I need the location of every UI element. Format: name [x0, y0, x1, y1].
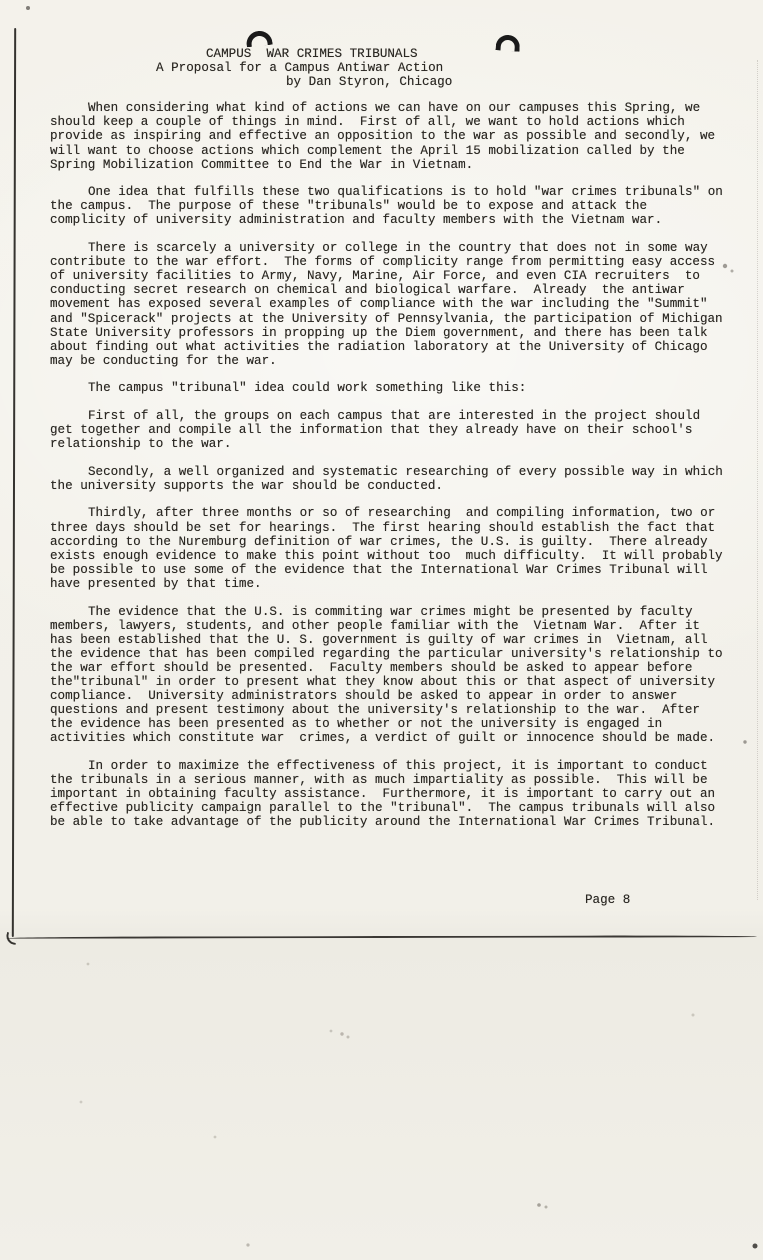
scan-noise-specks [0, 0, 2, 2]
paragraph: When considering what kind of actions we can have on our campuses this Spring, we should keep a couple of things in mind. First of all, we want to hold actions which provide as inspiring and effective an opposition to the war as possible and secondly, we will want to choose actions which complement the April 15 mobilization called by the Spring Mobilization Committee to End the War in Vietnam. [50, 101, 723, 172]
page-edge-right [757, 60, 758, 900]
document-body [50, 101, 731, 830]
paragraph: The campus "tribunal" idea could work something like this: [88, 381, 527, 396]
binding-mark-icon [245, 30, 272, 48]
paragraph: One idea that fulfills these two qualifications is to hold "war crimes tribunals" on the campus. The purpose of these "tribunals" would be to expose and attack the complicity of university administration and faculty members with the Vietnam war. [50, 185, 731, 228]
paragraph: The evidence that the U.S. is commiting war crimes might be presented by faculty members, lawyers, students, and other people familiar with the Vietnam War. After it has been established that the U. S. government is guilty of war crimes in Vietnam, all the evidence that has been compiled regarding the particular university's relationship to the war effort should be presented. Faculty members should be asked to appear before the"tribunal" in order to present what they know about this or that aspect of university compliance. University administrators should be asked to appear in order to answer questions and present testimony about the university's relationship to the war. After the evidence has been presented as to whether or not the university is engaged in activities which constitute war crimes, a verdict of guilt or innocence should be made. [50, 604, 731, 746]
document-content [50, 47, 731, 843]
document-byline: by Dan Styron, Chicago [286, 75, 453, 90]
paragraph: Thirdly, after three months or so of researching and compiling information, two or three days should be set for hearings. The first hearing should establish the fact that according to the Nuremburg definition of war crimes, the U.S. is guilty. There already exists enough evidence to make this point without too much difficulty. It will probably be possible to use some of the evidence that the International War Crimes Tribunal will have presented by that time. [50, 506, 731, 591]
page-edge-line [12, 28, 16, 937]
paragraph: First of all, the groups on each campus that are interested in the project should get together and compile all the information that they already have on their school's relationship to the war. [50, 408, 708, 452]
scan-separator-line [6, 935, 757, 940]
paragraph: In order to maximize the effectiveness of this project, it is important to conduct the tribunals in a serious manner, with as much impartiality as possible. This will be important in obtaining faculty assistance. Furthermore, it is important to carry out an effective publicity campaign parallel to the "tribunal". The campus tribunals will also be able to take advantage of the publicity around the International War Crimes Tribunal. [50, 758, 723, 830]
document-subtitle: A Proposal for a Campus Antiwar Action [156, 61, 444, 76]
page-number: Page 8 [585, 893, 631, 907]
paragraph: Secondly, a well organized and systematic researching of every possible way in which the university supports the war should be conducted. [50, 464, 731, 493]
document-title: CAMPUS WAR CRIMES TRIBUNALS [206, 47, 418, 61]
paragraph: There is scarcely a university or college in the country that does not in some way contribute to the war effort. The forms of complicity range from permitting easy access of university facilities to Army, Navy, Marine, Air Force, and even CIA recruiters to conducting secret research on chemical and biological warfare. Already the antiwar movement has exposed several examples of compliance with the war including the "Summit" and "Spicerack" projects at the University of Pennsylvania, the participation of Michigan State University professors in propping up the Diem government, and there has been talk about finding out what activities the radiation laboratory at the University of Chicago may be conducting for the war. [50, 241, 731, 368]
